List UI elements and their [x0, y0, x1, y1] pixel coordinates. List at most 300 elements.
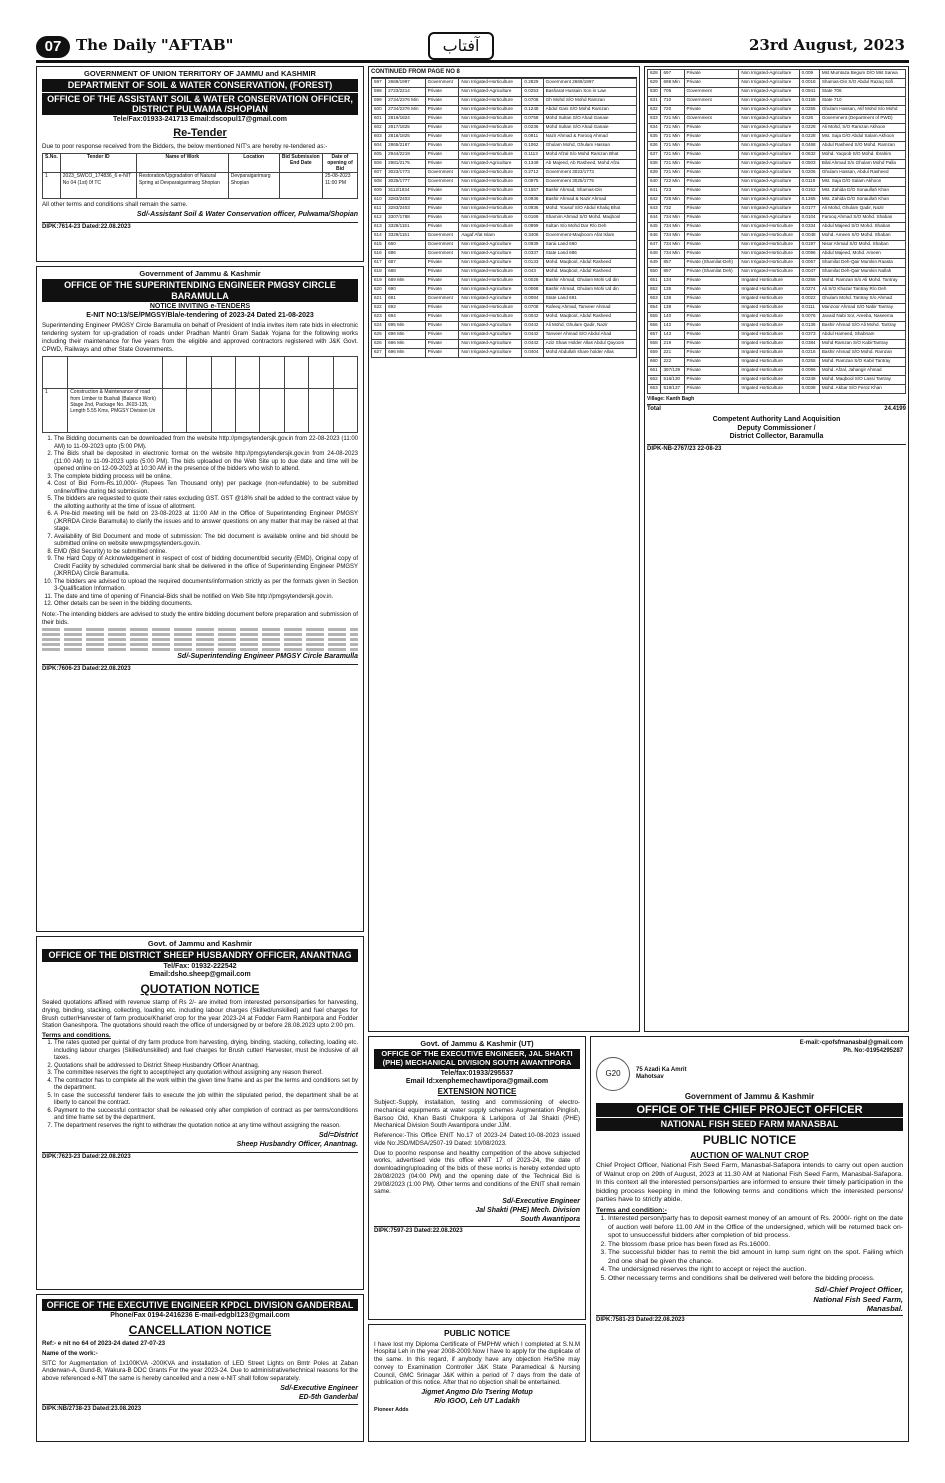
fish-terms-title: Terms and condition:- [596, 1206, 667, 1214]
land-cell: 656 [648, 322, 661, 331]
land-cell: 0.0899 [522, 222, 543, 231]
sheep-govt: Govt. of Jammu and Kashmir [147, 939, 253, 948]
land-cell: 660 [648, 358, 661, 367]
land-cell: 725 Min [661, 196, 684, 205]
land-cell: 643 [648, 205, 661, 214]
fish-email: E-mail:-cpofsfmanasbal@gmail.com [799, 1040, 903, 1046]
land-cell: 603 [372, 132, 386, 141]
land-cell: Private [684, 133, 739, 142]
land-cell: Non Irrigated-Horticulture [459, 213, 522, 222]
land-cell: 3023/1773 [386, 168, 425, 177]
land-cell: Mohd. Maqbool S/O Lassi Tantray [819, 376, 905, 385]
pmgsy-fine-print [42, 628, 358, 651]
newspaper-name: The Daily "AFTAB" [76, 36, 234, 54]
land-total-row [647, 404, 906, 414]
fish-auction-title: AUCTION OF WALNUT CROP [690, 1149, 809, 1160]
land-row [372, 330, 637, 339]
fish-signature-2: National Fish Seed Farm, [813, 1294, 903, 1304]
land-row [648, 367, 906, 376]
land-cell: Ghulam Mohd, Ghulam Hassan [543, 141, 636, 150]
land-cell: 721 Min [661, 160, 684, 169]
land-cell: Ali Mohd, Ghulam Qadir, Nazir [819, 205, 905, 214]
land-cell: 0.0373 [799, 331, 819, 340]
land-cell: 606 [372, 159, 386, 168]
pmgsy-conditions [42, 436, 358, 609]
pmgsy-item: 12. Other details can be seen in the bidding documents. [54, 601, 358, 609]
land-cell: 721 Min [661, 151, 684, 160]
land-cell: Aagaf Afat Islam [459, 231, 522, 240]
land-cell: 720 [661, 106, 684, 115]
land-cell: Bashir Ahmad, Ghulam Mohi Ud din [543, 276, 636, 285]
land-cell: 635 [648, 133, 661, 142]
fish-seed-farm-notice [590, 1036, 909, 1442]
land-cell: Mst. Saja D/O Salam Akhoon [819, 178, 905, 187]
land-cell: 627 [372, 348, 386, 357]
land-cell: 614 [372, 231, 386, 240]
land-cell: 663 [648, 385, 661, 394]
land-cell: Non Irrigated-Horticulture [739, 232, 799, 241]
land-cell: 640 [648, 178, 661, 187]
land-cell: 142 [661, 322, 684, 331]
soil-footer: All other terms and conditions shall remain the same. [42, 201, 188, 209]
soil-signature: Sd/-Assistant Soil & Water Conservation officer, Pulwama/Shopian [136, 211, 358, 219]
pmgsy-item: 2. The Bids shall be deposited in electronic format on the website http://pmgsytendersjk.gov.in from 24-08-2023 (11:00 AM) to 11-09-2023 upto (5:00 PM). The bids uploaded on the Web Site up to due date and time will be opened online on 12-09-2023 at 10:30 AM in the presence of the bidders who wish to attend. [54, 451, 358, 474]
soil-th-1: Tender ID [60, 153, 136, 173]
land-cell: 660 [386, 240, 425, 249]
land-cell: Government [425, 249, 459, 258]
sheep-dipk: DIPK:7623-23 Dated:22.08.2023 [42, 1152, 358, 1162]
land-cell: Sultan S/o Mohd Dar R/o Deh [543, 222, 636, 231]
sheep-term: 6. Payment to the successful contractor shall be released only after completion of contract as per terms/conditions and time frame set by the department. [54, 1108, 358, 1123]
soil-table [42, 153, 358, 200]
land-cell: 624 [372, 321, 386, 330]
soil-dept: DEPARTMENT OF SOIL & WATER CONSERVATION, (FOREST) [42, 79, 358, 91]
land-cell: Abdul Majeed S/O Mohd. Shaban [819, 223, 905, 232]
phe-signature-1: Sd/-Executive Engineer [502, 1198, 580, 1205]
land-cell: 691 [386, 294, 425, 303]
land-cell: 0.1062 [522, 141, 543, 150]
pmgsy-note: Note:-The intending bidders are advised to study the entire bidding document before preparation and submission of their bids. [42, 610, 358, 626]
land-cell: Shamim Ahmad S/O Mohd. Maqbool [543, 213, 636, 222]
land-cell: Manzoor Ahmad S/O Nabir Tantray [819, 304, 905, 313]
land-cell: 0.0048 [799, 232, 819, 241]
phe-notice [368, 1036, 586, 1320]
land-cell: 134 [661, 277, 684, 286]
land-cell: Mohd. Maqbool, Abdul Rasheed [543, 312, 636, 321]
land-row [648, 232, 906, 241]
land-cell: 0.0096 [799, 367, 819, 376]
land-cell: Non Irrigated-Horticulture [459, 303, 522, 312]
land-cell: 706 [661, 88, 684, 97]
phe-subject: Subject:-Supply, installation, testing and commissioning of electro-mechanical equipments at water supply schemes Augmentation Pinglish, Barsoo Old, Khan Basti Chukpora & Larkipora of Jal Shakti (PHE) Mechanical Division South Awantipora under JJM. [374, 1099, 580, 1130]
fish-term: 4. The undersigned reserves the right to accept or reject the auction. [608, 1266, 903, 1274]
land-cell: Mohd. Ramzan S/O Kabir Tantray [819, 358, 905, 367]
public-notice-title: PUBLIC NOTICE [443, 1328, 511, 1338]
land-row [648, 277, 906, 286]
land-cell: 140 [661, 313, 684, 322]
fish-term: 1. Interested person/party has to deposit earnest money of an amount of Rs. 2000/- right on the date of auction well before 11.00 AM in the Office of the undersigned, which will be returned back on-spot to unsuccessful bidders after completion of bid process. [608, 1215, 903, 1240]
land-cell: 652 [648, 286, 661, 295]
land-cell: Private [684, 106, 739, 115]
land-cell: 642 [648, 196, 661, 205]
land-cell: 658 [648, 340, 661, 349]
land-cell: 651 [648, 277, 661, 286]
pmgsy-table: 1 Construction & Maintenance of road from Limber to Bushali (Balance Work) Stage 2nd, Package No. JK03-135, Length 5.55 Kms, PMGSY Division Uri [42, 356, 358, 433]
land-cell: 611 [372, 204, 386, 213]
land-cell: 0.026 [799, 115, 819, 124]
land-cell: 0.1265 [799, 196, 819, 205]
land-cell: 637 [648, 151, 661, 160]
land-cell: Private [684, 241, 739, 250]
land-total-label: Total [647, 406, 661, 413]
land-cell: 620 [372, 285, 386, 294]
land-cell: 0.0228 [799, 133, 819, 142]
g20-logo-icon: G20 [596, 1057, 630, 1091]
pmgsy-item: 8. EMD (Bid Security) to be submitted online. [54, 549, 358, 557]
land-cell: 0.0334 [799, 223, 819, 232]
land-cell: Private (Shamilat Deh) [684, 268, 739, 277]
land-cell: 721 Min [661, 142, 684, 151]
land-cell: 2723/2214 [386, 87, 425, 96]
sheep-terms [42, 1040, 358, 1130]
fish-office: OFFICE OF THE CHIEF PROJECT OFFICER [596, 1103, 903, 1118]
sheep-email: Email:dsho.sheep@gmail.com [149, 971, 251, 979]
land-cell: 633 [648, 115, 661, 124]
land-cell: 3328/1151 [386, 222, 425, 231]
land-cell: Irrigated Horticulture [739, 313, 799, 322]
land-cell: 2669/1997 [386, 78, 425, 87]
land-cell: Non Irrigated-Agriculture [739, 214, 799, 223]
land-row [648, 295, 906, 304]
land-cell: Government [684, 88, 739, 97]
land-cell: Private [684, 214, 739, 223]
land-cell: Mst. Zahida D/O Sonaullah Khan [819, 196, 905, 205]
land-cell: Bashir Ahmad, Ghulam Mohi Ud din [543, 285, 636, 294]
masthead [0, 0, 945, 62]
soil-td-1: 2023_SWCO_174836_6 e-NIT No 04 (1st) 0f TC [60, 173, 136, 199]
land-row [648, 205, 906, 214]
land-cell: Non Irrigated-Horticulture [459, 114, 522, 123]
pmgsy-item: 1. The Bidding documents can be downloaded from the website http://pmgsytendersjk.gov.in from 22-08-2023 (11:00 AM) to 11-09-2023 upto (5:00 PM). [54, 436, 358, 451]
land-cell: 0.009 [799, 70, 819, 79]
land-cell: Non Irrigated-Agriculture [739, 205, 799, 214]
fish-terms [596, 1215, 903, 1283]
phe-govt: Govt. of Jammu & Kashmir (UT) [420, 1039, 534, 1048]
land-cell: Private [425, 204, 459, 213]
kpdcl-body: SITC for Augmentation of 1x100KVA -200KVA and installation of LED Street Lights on Bmtr Poles at Zaban Anderwan-A, Gund-B, Wakura-B DDC Grants For the year 2023-24. Due to administrative/technical reasons for the above referenced e-NIT the same is hereby cancelled and a new e-NIT shall follow separately. [42, 1359, 358, 1383]
land-cell: Non Irrigated-Horticulture [739, 259, 799, 268]
land-cell: 722 Min [661, 178, 684, 187]
land-row [648, 331, 906, 340]
land-cell: Mst. Zahida D/O Sonaullah Khan [819, 187, 905, 196]
land-cell: 0.0118 [799, 178, 819, 187]
land-cell: 654 [648, 304, 661, 313]
land-row [372, 267, 637, 276]
land-cell: Non Irrigated-Agriculture [459, 294, 522, 303]
land-cell: 645 [648, 223, 661, 232]
sheep-term: 7. The department reserves the right to withdraw the quotation notice at any time without assigning the reason. [54, 1123, 358, 1131]
land-cell: 610 [372, 195, 386, 204]
land-table-a [371, 78, 637, 358]
land-cell: Non Irrigated-Agriculture [739, 88, 799, 97]
land-cell: 143 [661, 331, 684, 340]
land-cell: 0.0708 [522, 303, 543, 312]
land-cell: Ali Mohd, Ghulam Qadir, Nazir [543, 321, 636, 330]
land-cell: 734 Min [661, 241, 684, 250]
land-cell: Government [425, 294, 459, 303]
kpdcl-office: OFFICE OF THE EXECUTIVE ENGINEER KPDCL DIVISION GANDERBAL [42, 1299, 358, 1311]
land-cell: Private [425, 141, 459, 150]
land-cell: Non Irrigated-Horticulture [459, 177, 522, 186]
pmgsy-enit: E-NIT NO:13/SE/PMGSY/Bla/e-tendering of 2023-24 Dated 21-08-2023 [86, 311, 314, 319]
land-cell: Basharat Hussain Son in Law [543, 87, 636, 96]
land-cell: 690 [386, 285, 425, 294]
land-cell: Private [425, 321, 459, 330]
land-row [372, 159, 637, 168]
land-row [372, 195, 637, 204]
land-acquisition-col-b [644, 66, 909, 1032]
land-cell: Non Irrigated-Horticulture [459, 123, 522, 132]
land-cell: Non Irrigated-Agriculture [459, 285, 522, 294]
land-cell: Irrigated Horticulture [739, 349, 799, 358]
phe-email: Email Id:xenphemechawtipora@gmail.com [405, 1078, 549, 1086]
land-cell: 0.0096 [799, 250, 819, 259]
soil-title: Re-Tender [173, 127, 227, 140]
land-cell: Private [425, 348, 459, 357]
land-cell: Bashir Ahmad S/O Mohd. Ramzan [819, 349, 905, 358]
land-cell: 0.0206 [799, 169, 819, 178]
land-signature-2: Deputy Commissioner / [737, 424, 816, 432]
land-cell: Private [684, 196, 739, 205]
land-cell: 0.0133 [522, 258, 543, 267]
land-row [648, 115, 906, 124]
land-cell: Private [425, 330, 459, 339]
land-row [372, 105, 637, 114]
land-cell: Private [425, 186, 459, 195]
land-cell: Irrigated Horticulture [739, 385, 799, 394]
land-cell: 0.2712 [522, 168, 543, 177]
fish-phone: Ph. No:-01954295287 [843, 1047, 903, 1054]
land-cell: Shamilat Deh-Qair Mumkin Raasta [819, 259, 905, 268]
land-row [372, 168, 637, 177]
land-cell: Non Irrigated-Horticulture [459, 168, 522, 177]
pmgsy-work-name: Construction & Maintenance of road from Limber to Bushali (Balance Work) Stage 2nd, Package No. JK03-135, Length 5.55 Kms, PMGSY Division Uri [68, 389, 163, 433]
land-cell: Private [684, 187, 739, 196]
land-cell: 734 Min [661, 214, 684, 223]
land-cell: Private [425, 276, 459, 285]
land-cell: Non Irrigated-Agriculture [739, 70, 799, 79]
land-cell: Abdul Majeed, Mohd. Ameen [819, 250, 905, 259]
land-cell: 638 [648, 160, 661, 169]
land-cell: 2734/2376 Min [386, 96, 425, 105]
land-cell: 0.0104 [799, 214, 819, 223]
land-cell: Private [425, 312, 459, 321]
land-cell: 0.0274 [799, 286, 819, 295]
land-cell: 0.0939 [522, 240, 543, 249]
land-cell: Government-Maqboom Afat Islam [543, 231, 636, 240]
land-row [648, 142, 906, 151]
land-cell: 0.0758 [522, 114, 543, 123]
land-cell: Private [684, 178, 739, 187]
land-cell: Irrigated Horticulture [739, 376, 799, 385]
land-cell: 721 Min [661, 133, 684, 142]
land-cell: 602 [372, 123, 386, 132]
land-row [372, 150, 637, 159]
land-cell: Non Irrigated-Agriculture [459, 258, 522, 267]
land-cell: Private [425, 87, 459, 96]
land-cell: 639 [648, 169, 661, 178]
land-cell: Bashir Ahmad S/O Ali Mohd. Tantray [819, 322, 905, 331]
pmgsy-item: 10. The bidders are advised to upload the required documents/information strictly as per the formats given in Section 3-Qualification Information. [54, 579, 358, 594]
land-cell: Private [425, 285, 459, 294]
phe-office: OFFICE OF THE EXECUTIVE ENGINEER, JAL SHAKTI (PHE) MECHANICAL DIVISION SOUTH AWANTIPORA [374, 1049, 580, 1068]
land-cell: Mohd Abdullah share holder Allas [543, 348, 636, 357]
land-cell: 598 [372, 87, 386, 96]
land-row [372, 132, 637, 141]
land-cell: 723 [661, 187, 684, 196]
land-cell: 662 [648, 376, 661, 385]
land-cell: Mohd Sultan S/O Ahad Ganaie [543, 114, 636, 123]
land-cell: Non Irrigated-Horticulture [459, 141, 522, 150]
land-cell: 641 [648, 187, 661, 196]
land-cell: Bashir Ahmad & Nazir Ahmad [543, 195, 636, 204]
land-cell: Non Irrigated-Horticulture [459, 195, 522, 204]
land-cell: 0.1349 [522, 159, 543, 168]
land-cell: 0.0708 [522, 96, 543, 105]
land-cell: 0.3406 [522, 231, 543, 240]
land-cell: Non Irrigated-Agriculture [739, 178, 799, 187]
land-cell: 516/130 [661, 376, 684, 385]
land-cell: Ab Majeed, Ab Rasheed, Mohd Afza [543, 159, 636, 168]
land-row [648, 106, 906, 115]
land-row [372, 294, 637, 303]
phe-tel: Tele/fax:01933/295537 [440, 1069, 514, 1077]
land-cell: 605 [372, 150, 386, 159]
land-cell: 686 [386, 249, 425, 258]
land-cell: 0.0941 [799, 88, 819, 97]
land-cell: 659 [648, 349, 661, 358]
pmgsy-item: 3. The complete bidding process will be online. [54, 474, 358, 482]
land-cell: 721 Min [661, 169, 684, 178]
soil-dipk: DIPK:7614-23 Dated:22.08.2023 [42, 222, 358, 232]
land-cell: Non Irrigated-Agriculture [739, 169, 799, 178]
land-row [648, 385, 906, 394]
land-cell: Non Irrigated-Agriculture [739, 196, 799, 205]
land-cell: Shamas-Din S/O Abdul Razaq Sofi [819, 79, 905, 88]
land-row [648, 286, 906, 295]
land-cell: 2817/1825 [386, 123, 425, 132]
land-cell: 687 [386, 258, 425, 267]
soil-contact: Tele/Fax:01933-241713 Email:dscopul17@gmail.com [113, 116, 287, 124]
land-cell: 609 [372, 186, 386, 195]
land-cell: 0.0067 [799, 259, 819, 268]
land-cell: Mohd. Maqbool, Abdul Rasheed [543, 267, 636, 276]
sheep-term: 5. In case the successful tenderer fails to execute the job within the stipulated period, the department shall be at liberty to cancel the contract. [54, 1093, 358, 1108]
land-cell: 0.0936 [522, 204, 543, 213]
land-cell: Private [684, 250, 739, 259]
pmgsy-notice [36, 266, 364, 932]
land-cell: 655 [648, 313, 661, 322]
land-cell: 644 [648, 214, 661, 223]
land-cell: 632 [648, 106, 661, 115]
land-cell: Ghulam Hassan, Atif Mohd S/o Mohd [819, 106, 905, 115]
land-cell: Mst. Saja D/O Abdul Salam Akhoon [819, 133, 905, 142]
land-cell: 0.0975 [522, 177, 543, 186]
land-row [372, 312, 637, 321]
land-cell: Government [425, 168, 459, 177]
land-row [648, 79, 906, 88]
land-cell: Private [425, 114, 459, 123]
land-cell: Irrigated Horticulture [739, 286, 799, 295]
land-cell: 696 Min [386, 330, 425, 339]
land-cell: 0.0468 [799, 142, 819, 151]
land-cell: Non Irrigated-Agriculture [739, 79, 799, 88]
land-cell: 3112/1834 [386, 186, 425, 195]
land-cell: Non Irrigated-Agriculture [459, 249, 522, 258]
land-cell: Non Irrigated-Horticulture [459, 96, 522, 105]
phe-signature-3: South Awantipora [520, 1215, 580, 1223]
land-cell: Private [684, 232, 739, 241]
land-cell: Private [684, 358, 739, 367]
land-cell: Ali S/O Khazar Tantray R/o Deh [819, 286, 905, 295]
land-cell: Mohd. Yousuf S/O Abdul Khaliq Bhat [543, 204, 636, 213]
soil-th-4: Bid Submission End Date [279, 153, 322, 173]
land-cell: State Land 686 [543, 249, 636, 258]
soil-intro: Due to poor response received from the Bidders, the below mentioned NIT's are hereby re-tendered as:- [42, 142, 328, 150]
pmgsy-item: 5. The bidders are requested to quote their rates excluding GST. GST @18% shall be added to the contract value by the allotting authority at the time of issue of allotment. [54, 496, 358, 511]
soil-th-0: S.No. [43, 153, 61, 173]
land-row [372, 231, 637, 240]
land-cell: 0.0158 [799, 97, 819, 106]
sheep-title: QUOTATION NOTICE [140, 982, 260, 997]
land-cell: 2944/2219 [386, 150, 425, 159]
fish-term: 3. The successful bidder has to remit the bid amount in lump sum right on the spot. Failing which 2nd one shall be given the chance. [608, 1249, 903, 1266]
fish-notice-title: PUBLIC NOTICE [702, 1132, 797, 1147]
land-cell: Government [684, 97, 739, 106]
land-row [648, 313, 906, 322]
land-cell: Non Irrigated-Agriculture [739, 115, 799, 124]
land-cell: 0.0068 [522, 285, 543, 294]
land-cell: 0.0632 [799, 151, 819, 160]
land-cell: 622 [372, 303, 386, 312]
pmgsy-intro: Superintending Engineer PMGSY Circle Baramulla on behalf of President of India invites item rate bids in electronic tendering system for up-gradation of roads under Pradhan Mantri Gram Sadak Yojana for the following works including their maintenance for five years from the eligible and approved contractors registered with J&K Govt. CPWD, Railways and other State Governments. [42, 322, 358, 353]
land-cell: Ghulam Mohd. Tantray S/o Ahmad [819, 295, 905, 304]
soil-th-2: Name of Work [136, 153, 228, 173]
land-row [372, 222, 637, 231]
land-row [372, 123, 637, 132]
land-cell: 0.0503 [799, 160, 819, 169]
land-cell: Private [425, 258, 459, 267]
land-row [648, 349, 906, 358]
land-cell: 653 [648, 295, 661, 304]
land-cell: 616 [372, 249, 386, 258]
land-row [372, 186, 637, 195]
kpdcl-dipk: DIPK:NB/2738-23 Dated:23.08.2023 [42, 1404, 358, 1414]
land-cell: Private [684, 151, 739, 160]
land-cell: Private [684, 205, 739, 214]
land-cell: 646 [648, 232, 661, 241]
land-cell: Mohd. Akbar S/O Feroz Khan [819, 385, 905, 394]
land-cell: 0.1248 [522, 105, 543, 114]
land-cell: Bilal Ahmad S/o Ghulam Mohd Palla [819, 160, 905, 169]
land-cell: Non Irrigated-Horticulture [739, 241, 799, 250]
land-cell: Private [684, 313, 739, 322]
land-row [372, 249, 637, 258]
land-cell: 2734/2376 Min [386, 105, 425, 114]
land-row [372, 114, 637, 123]
land-cell: 597 [372, 78, 386, 87]
land-row [648, 259, 906, 268]
